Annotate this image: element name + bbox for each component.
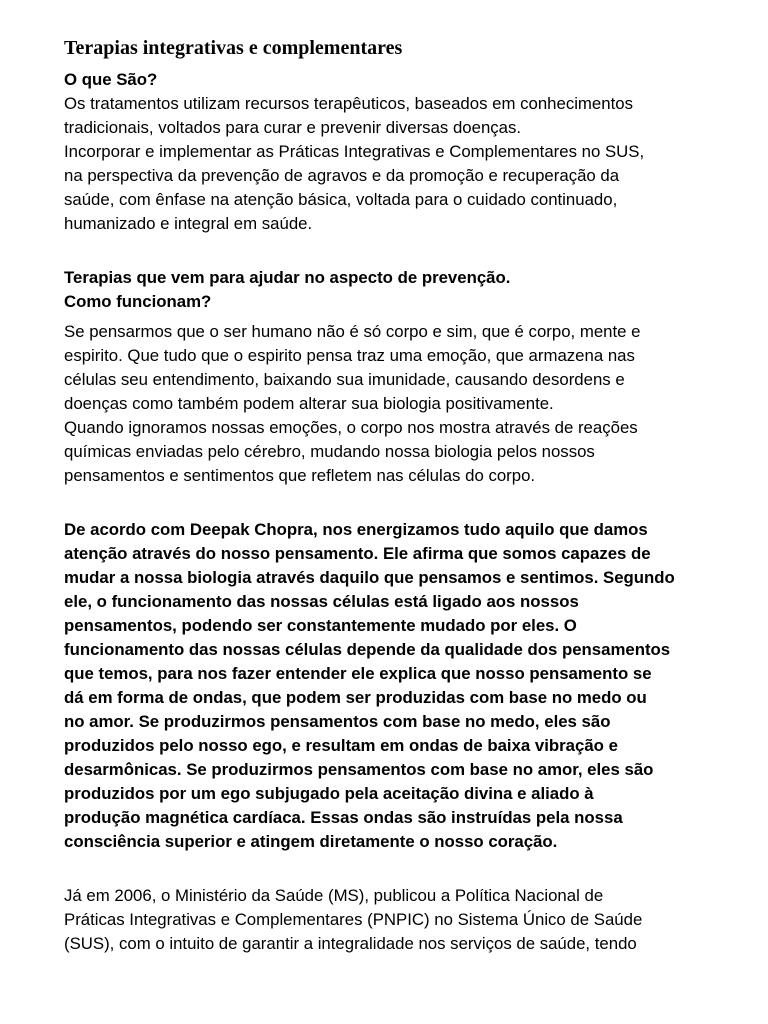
paragraph-line: humanizado e integral em saúde. [64,214,313,233]
bold-paragraph-line: dá em forma de ondas, que podem ser produzidas com base no medo ou [64,688,647,707]
paragraph-line: células seu entendimento, baixando sua imunidade, causando desordens e [64,370,625,389]
bold-paragraph-line: desarmônicas. Se produzirmos pensamentos com base no amor, eles são [64,760,654,779]
section-heading-como-funcionam: Como funcionam? [64,292,212,311]
document-page [64,36,714,956]
document-title: Terapias integrativas e complementares [64,37,403,59]
paragraph-line: doenças como também podem alterar sua biologia positivamente. [64,394,554,413]
bold-paragraph-line: no amor. Se produzirmos pensamentos com base no medo, eles são [64,712,611,731]
bold-paragraph-line: produção magnética cardíaca. Essas ondas são instruídas pela nossa [64,808,623,827]
paragraph-line: Já em 2006, o Ministério da Saúde (MS), publicou a Política Nacional de [64,886,604,905]
bold-paragraph-line: funcionamento das nossas células depende da qualidade dos pensamentos [64,640,671,659]
paragraph-line: Os tratamentos utilizam recursos terapêuticos, baseados em conhecimentos [64,94,633,113]
paragraph-line: Se pensarmos que o ser humano não é só corpo e sim, que é corpo, mente e [64,322,641,341]
bold-paragraph-line: produzidos pelo nosso ego, e resultam em ondas de baixa vibração e [64,736,618,755]
paragraph-line: tradicionais, voltados para curar e prevenir diversas doenças. [64,118,522,137]
bold-paragraph-line: atenção através do nosso pensamento. Ele afirma que somos capazes de [64,544,651,563]
paragraph-line: Incorporar e implementar as Práticas Integrativas e Complementares no SUS, [64,142,645,161]
paragraph-line: espirito. Que tudo que o espirito pensa traz uma emoção, que armazena nas [64,346,635,365]
spacer [64,854,714,884]
paragraph-line: (SUS), com o intuito de garantir a integralidade nos serviços de saúde, tendo [64,934,637,953]
paragraph-line: na perspectiva da prevenção de agravos e da promoção e recuperação da [64,166,620,185]
bold-paragraph-line: produzidos por um ego subjugado pela aceitação divina e aliado à [64,784,594,803]
section-heading-prevencao: Terapias que vem para ajudar no aspecto de prevenção. [64,268,511,287]
paragraph-line: Quando ignoramos nossas emoções, o corpo nos mostra através de reações [64,418,638,437]
bold-paragraph-line: consciência superior e atingem diretamente o nosso coração. [64,832,558,851]
paragraph-line: pensamentos e sentimentos que refletem nas células do corpo. [64,466,536,485]
spacer [64,236,714,266]
paragraph-line: químicas enviadas pelo cérebro, mudando nossa biologia pelos nossos [64,442,595,461]
bold-paragraph-line: ele, o funcionamento das nossas células está ligado aos nossos [64,592,579,611]
bold-paragraph-line: que temos, para nos fazer entender ele explica que nosso pensamento se [64,664,652,683]
paragraph-line: Práticas Integrativas e Complementares (PNPIC) no Sistema Único de Saúde [64,910,643,929]
bold-paragraph-line: De acordo com Deepak Chopra, nos energizamos tudo aquilo que damos [64,520,648,539]
section-heading-o-que-sao: O que São? [64,70,158,89]
paragraph-line: saúde, com ênfase na atenção básica, voltada para o cuidado continuado, [64,190,618,209]
bold-paragraph-line: pensamentos, podendo ser constantemente mudado por eles. O [64,616,577,635]
spacer [64,488,714,518]
bold-paragraph-line: mudar a nossa biologia através daquilo que pensamos e sentimos. Segundo [64,568,675,587]
